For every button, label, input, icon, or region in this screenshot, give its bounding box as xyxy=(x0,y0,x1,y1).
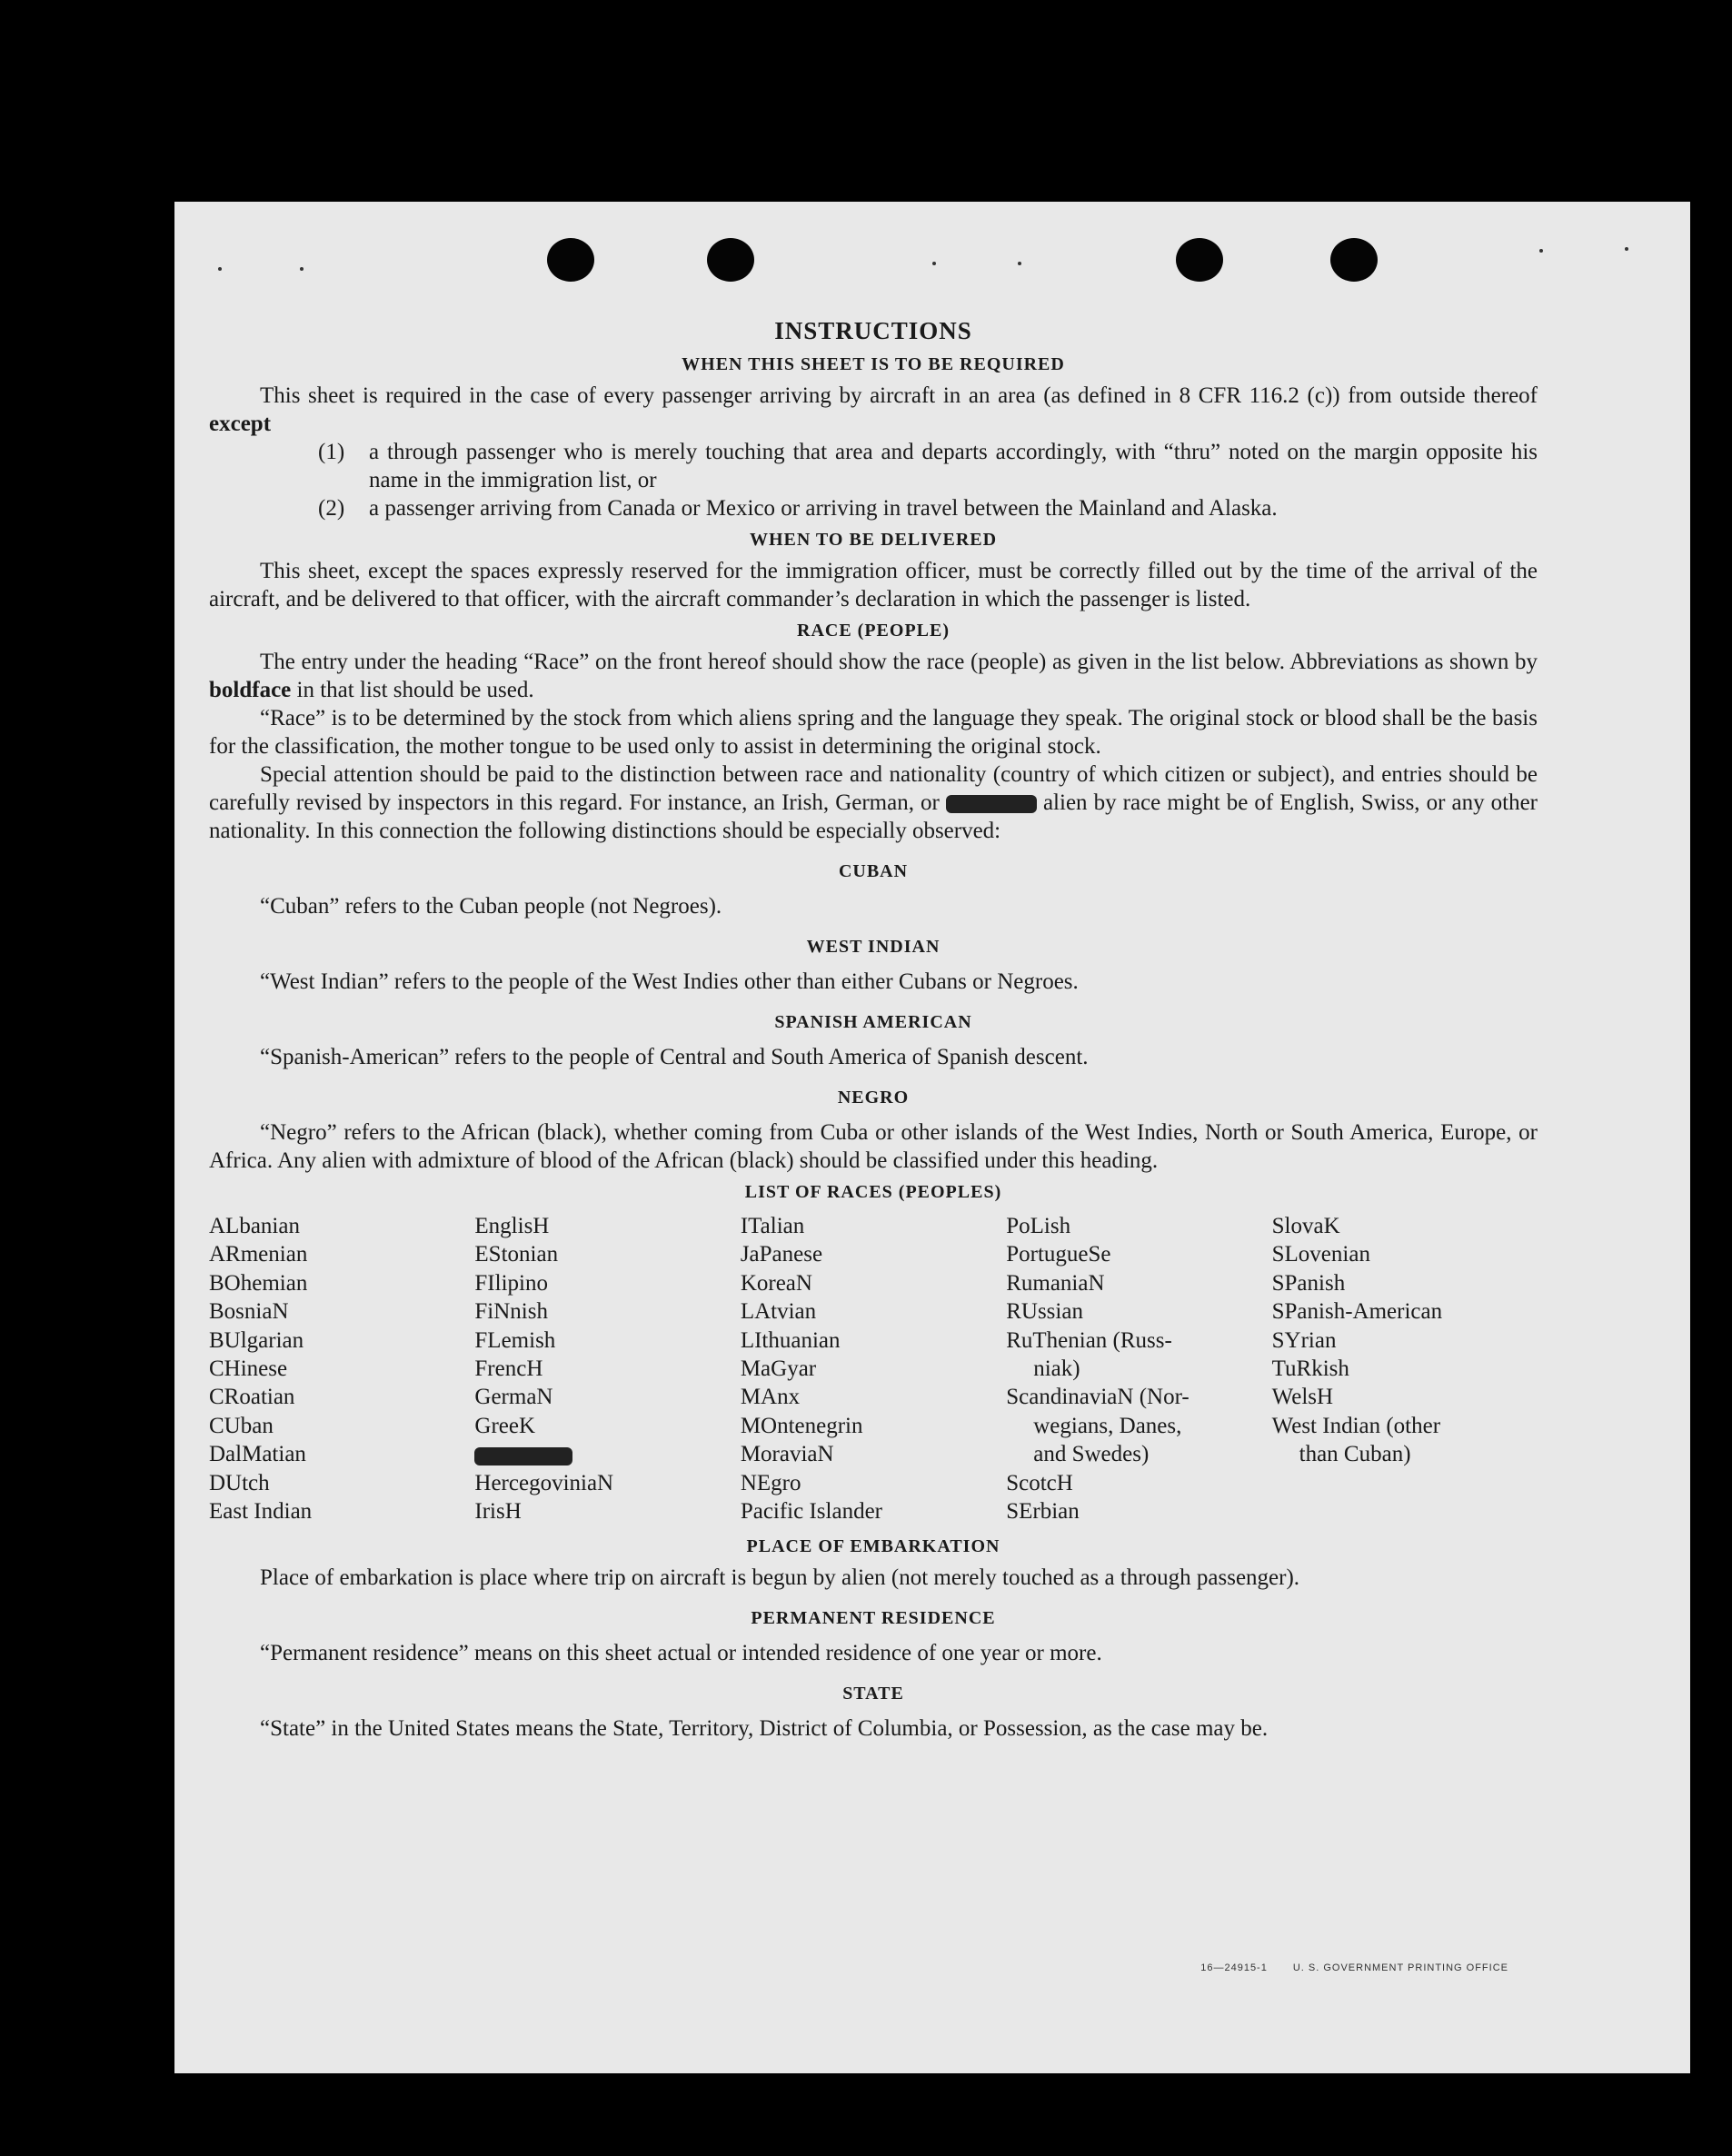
item-text: a through passenger who is merely touching that area and departs accordingly, with “thru” noted on the margin opposite his name in the immigration list, or xyxy=(369,440,1538,492)
text-fragment: This sheet is required in th xyxy=(260,383,513,408)
race-entry: RUssian xyxy=(1006,1299,1083,1325)
speck xyxy=(218,267,222,271)
race-entry: MoraviaN xyxy=(740,1442,834,1467)
race-entry: FIlipino xyxy=(474,1270,548,1296)
race-entry: KoreaN xyxy=(740,1270,812,1296)
form-code: 16—24915-1 xyxy=(1200,1962,1268,1973)
paragraph-when-required xyxy=(209,382,1538,438)
heading-race: RACE (PEOPLE) xyxy=(797,621,950,641)
redaction-mark xyxy=(474,1447,572,1465)
race-entry: BOhemian xyxy=(209,1270,308,1296)
instructions-content xyxy=(209,317,1538,1743)
heading-list-of-races: LIST OF RACES (PEOPLES) xyxy=(744,1182,1002,1202)
race-entry-redacted xyxy=(474,1440,740,1468)
race-entry: ALbanian xyxy=(209,1214,300,1238)
punch-hole xyxy=(1176,238,1223,282)
punch-hole xyxy=(547,238,594,282)
race-entry: FLemish xyxy=(474,1327,556,1353)
race-entry: ScandinaviaN (Nor- xyxy=(1006,1385,1190,1410)
heading-cuban: CUBAN xyxy=(838,861,909,881)
emphasis-boldface: boldface xyxy=(209,678,292,702)
text-fragment: The entry under the heading “Race” on the front hereof should show the race (people) as given in the list below. Abbreviations as shown by xyxy=(260,650,1538,674)
paragraph-state: “State” in the United States means the State, Territory, District of Columbia, or Possession, as the case may be. xyxy=(260,1716,1269,1742)
race-entry: MOntenegrin xyxy=(740,1413,863,1438)
paragraph-residence: “Permanent residence” means on this sheet actual or intended residence of one year or more. xyxy=(260,1641,1102,1666)
race-entry: SlovaK xyxy=(1271,1214,1340,1238)
race-entry: IrisH xyxy=(474,1499,522,1525)
race-entry: PoLish xyxy=(1006,1214,1071,1238)
item-text: a passenger arriving from Canada or Mexico or arriving in travel between the Mainland and Alaska. xyxy=(369,496,1278,521)
race-entry: FrencH xyxy=(474,1356,543,1382)
speck xyxy=(1625,247,1628,251)
race-entry: HercegoviniaN xyxy=(474,1470,614,1495)
race-entry: MAnx xyxy=(740,1385,801,1410)
race-entry: RuThenian (Russ- xyxy=(1006,1327,1172,1353)
paragraph-west-indian: “West Indian” refers to the people of the West Indies other than either Cubans or Negroes. xyxy=(260,969,1079,994)
race-entry: SYrian xyxy=(1271,1327,1337,1353)
speck xyxy=(300,267,304,271)
race-entry: West Indian (other xyxy=(1271,1413,1441,1438)
race-entry: PortugueSe xyxy=(1006,1242,1111,1267)
text-fragment: e case of every passenger arriving by aircraft in an area (as defined in 8 CFR 116.2 (c)) from outside thereof xyxy=(512,383,1538,408)
race-entry: wegians, Danes, xyxy=(1033,1413,1182,1438)
printer-name: U. S. GOVERNMENT PRINTING OFFICE xyxy=(1292,1962,1508,1973)
heading-west-indian: WEST INDIAN xyxy=(806,937,941,957)
race-entry: MaGyar xyxy=(740,1356,817,1382)
race-entry: Pacific Islander xyxy=(740,1499,882,1525)
race-entry: ARmenian xyxy=(209,1242,308,1267)
paragraph-when-delivered: This sheet, except the spaces expressly reserved for the immigration officer, must be correctly filled out by the time of the arrival of the aircraft, and be delivered to that officer, with the aircraft commander’s declaration in which the passenger is listed. xyxy=(209,559,1538,611)
document-sheet xyxy=(174,202,1690,2073)
race-entry: SPanish xyxy=(1271,1270,1346,1296)
race-entry: FiNnish xyxy=(474,1299,548,1325)
emphasis-except: except xyxy=(209,412,272,436)
paragraph-spanish-american: “Spanish-American” refers to the people of Central and South America of Spanish descent. xyxy=(260,1045,1089,1069)
race-entry: CHinese xyxy=(209,1356,288,1382)
race-entry: SErbian xyxy=(1006,1499,1080,1525)
paragraph-race-2: “Race” is to be determined by the stock from which aliens spring and the language they speak. The original stock or blood shall be the basis for the classification, the mother tongue to be used only to assist in determining the original stock. xyxy=(209,706,1538,759)
heading-when-required: WHEN THIS SHEET IS TO BE REQUIRED xyxy=(682,354,1065,374)
printer-imprint xyxy=(1200,1962,1508,1973)
race-entry: niak) xyxy=(1033,1356,1080,1382)
text-fragment: alien by race might be of English, Swiss, or any other nationality. In this connection the following distinctions should be especially observed: xyxy=(209,790,1538,843)
race-entry: NEgro xyxy=(740,1470,801,1495)
races-column xyxy=(1006,1212,1271,1525)
race-entry: DalMatian xyxy=(209,1442,306,1467)
races-column xyxy=(741,1212,1006,1525)
text-fragment: in that list should be used. xyxy=(291,678,534,702)
paragraph-race-1 xyxy=(209,648,1538,704)
text-fragment: Special attention should be paid to the distinction between race and nationality (country of which citizen or subject), and entries should be carefully revised by inspectors in this regard. For instance, an Irish, German, or xyxy=(209,762,1538,815)
speck xyxy=(1018,262,1021,265)
race-entry: ScotcH xyxy=(1006,1470,1073,1495)
race-entry: SPanish-American xyxy=(1271,1299,1443,1325)
redaction-mark xyxy=(946,795,1037,813)
race-entry: LIthuanian xyxy=(740,1327,841,1353)
race-entry: ITalian xyxy=(740,1214,805,1238)
race-entry: EnglisH xyxy=(474,1214,550,1238)
heading-when-delivered: WHEN TO BE DELIVERED xyxy=(749,530,998,550)
race-entry: CUban xyxy=(209,1413,274,1438)
race-entry: GermaN xyxy=(474,1385,553,1410)
race-entry: and Swedes) xyxy=(1033,1442,1150,1467)
speck xyxy=(1539,249,1543,253)
race-entry: CRoatian xyxy=(209,1385,295,1410)
race-entry: DUtch xyxy=(209,1470,270,1495)
paragraph-race-3 xyxy=(209,760,1538,845)
race-entry: RumaniaN xyxy=(1006,1270,1105,1296)
item-number: (2) xyxy=(318,496,345,521)
race-entry: WelsH xyxy=(1271,1385,1334,1410)
race-entry: GreeK xyxy=(474,1413,536,1438)
speck xyxy=(932,262,936,265)
heading-negro: NEGRO xyxy=(837,1088,910,1108)
race-entry: EStonian xyxy=(474,1242,559,1267)
heading-residence: PERMANENT RESIDENCE xyxy=(751,1608,996,1629)
race-entry: East Indian xyxy=(209,1499,313,1525)
page-title: INSTRUCTIONS xyxy=(774,317,972,344)
race-entry: LAtvian xyxy=(740,1299,817,1325)
punch-hole xyxy=(1330,238,1378,282)
races-column xyxy=(209,1212,474,1525)
race-entry: BUlgarian xyxy=(209,1327,304,1353)
paragraph-cuban: “Cuban” refers to the Cuban people (not Negroes). xyxy=(260,894,722,919)
paragraph-embarkation: Place of embarkation is place where trip on aircraft is begun by alien (not merely touched as a through passenger). xyxy=(260,1565,1300,1591)
heading-spanish-american: SPANISH AMERICAN xyxy=(774,1012,972,1032)
race-entry: BosniaN xyxy=(209,1299,289,1325)
races-list xyxy=(209,1212,1538,1525)
race-entry: SLovenian xyxy=(1271,1242,1370,1267)
list-item xyxy=(318,438,1538,494)
list-item xyxy=(318,494,1538,522)
races-column xyxy=(474,1212,740,1525)
paragraph-negro: “Negro” refers to the African (black), whether coming from Cuba or other islands of the West Indies, North or South America, Europe, or Africa. Any alien with admixture of blood of the African (black) should be classified under this heading. xyxy=(209,1120,1538,1173)
race-entry: JaPanese xyxy=(740,1242,823,1267)
heading-embarkation: PLACE OF EMBARKATION xyxy=(746,1536,1000,1557)
race-entry: TuRkish xyxy=(1271,1356,1349,1382)
punch-hole xyxy=(707,238,754,282)
races-column xyxy=(1272,1212,1538,1525)
heading-state: STATE xyxy=(842,1684,904,1704)
item-number: (1) xyxy=(318,440,345,464)
race-entry: than Cuban) xyxy=(1299,1442,1411,1467)
